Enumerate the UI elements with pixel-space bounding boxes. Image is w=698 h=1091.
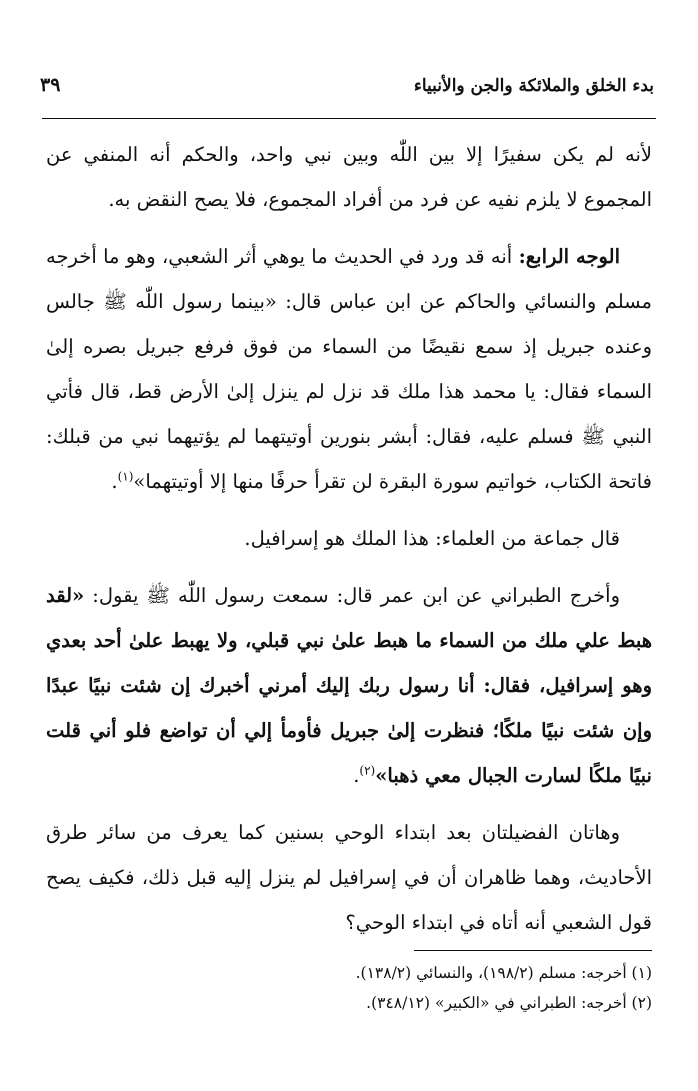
header-divider — [42, 118, 656, 119]
paragraph-4-intro: وأخرج الطبراني عن ابن عمر قال: سمعت رسول اللّٰه ﷺ يقول: — [84, 584, 620, 607]
paragraph-5: وهاتان الفضيلتان بعد ابتداء الوحي بسنين كما يعرف من سائر طرق الأحاديث، وهما ظاهران أن في إسرافيل لم ينزل إليه قبل ذلك، فكيف يصح قول الشعبي أنه أتاه في ابتداء الوحي؟ — [46, 821, 652, 934]
footnote-ref-2: (٢) — [359, 763, 376, 778]
main-text — [46, 132, 652, 945]
paragraph-4-end: . — [353, 764, 360, 787]
footnotes — [46, 958, 652, 1018]
running-title: بدء الخلق والملائكة والجن والأنبياء — [413, 76, 654, 96]
paragraph-2-end: . — [111, 470, 118, 493]
footnote-divider — [414, 950, 652, 951]
page-number: ٣٩ — [40, 74, 61, 96]
section-label: الوجه الرابع: — [518, 245, 620, 268]
paragraph-1: لأنه لم يكن سفيرًا إلا بين اللّٰه وبين نبي واحد، والحكم أنه المنفي عن المجموع لا يلزم نفيه عن فرد من أفراد المجموع، فلا يصح النقض به. — [46, 143, 652, 211]
paragraph-2 — [46, 234, 652, 504]
footnote-1: (١) أخرجه: مسلم (١٩٨/٢)، والنسائي (١٣٨/٢). — [355, 964, 652, 982]
paragraph-3: قال جماعة من العلماء: هذا الملك هو إسرافيل. — [244, 527, 620, 550]
footnote-2: (٢) أخرجه: الطبراني في «الكبير» (٣٤٨/١٢). — [366, 994, 652, 1012]
hadith-quote: «لقد هبط علي ملك من السماء ما هبط علىٰ نبي قبلي، ولا يهبط علىٰ أحد بعدي وهو إسرافيل، فقال: أنا رسول ربك إليك أمرني أخبرك إن شئت نبيًا عبدًا وإن شئت نبيًا ملكًا؛ فنظرت إلىٰ جبريل فأومأ إلي أن تواضع فلو أني قلت نبيًا ملكًا لسارت الجبال معي ذهبا» — [46, 584, 652, 787]
paragraph-4 — [46, 573, 652, 798]
footnote-ref-1: (١) — [117, 469, 134, 484]
paragraph-2-text: أنه قد ورد في الحديث ما يوهي أثر الشعبي، وهو ما أخرجه مسلم والنسائي والحاكم عن ابن عباس قال: «بينما رسول اللّٰه ﷺ جالس وعنده جبريل إذ سمع نقيضًا من السماء من فوق فرفع جبريل بصره إلىٰ السماء فقال: يا محمد هذا ملك قد نزل لم ينزل إلىٰ الأرض قط، قال فأتي النبي ﷺ فسلم عليه، فقال: أبشر بنورين أوتيتهما لم يؤتيهما نبي من قبلك: فاتحة الكتاب، خواتيم سورة البقرة لن تقرأ حرفًا منها إلا أوتيتهما» — [46, 245, 652, 493]
page-header — [40, 74, 654, 96]
